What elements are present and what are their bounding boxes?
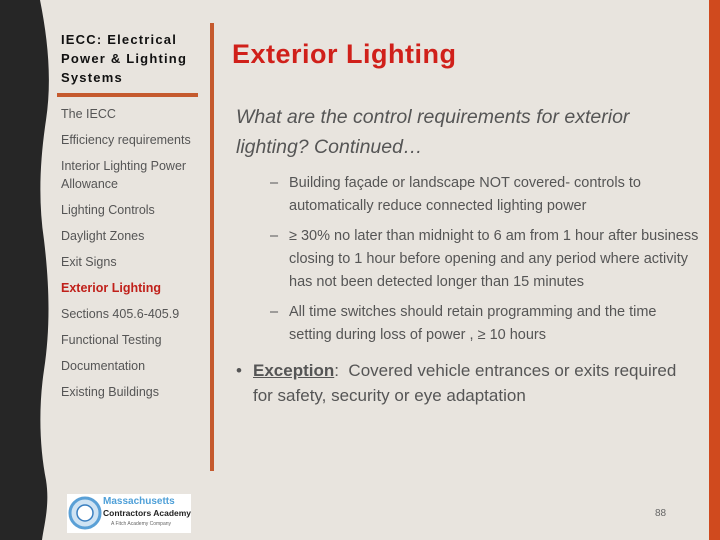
sub-item <box>270 225 700 294</box>
sub-item <box>270 172 700 218</box>
logo-line1: Massachusetts <box>103 496 175 507</box>
sub-item-text: Building façade or landscape NOT covered- controls to automatically reduce connected lighting power <box>289 175 641 214</box>
dash-marker: – <box>270 228 279 244</box>
nav-item-daylight-zones[interactable]: Daylight Zones <box>61 229 145 243</box>
logo-line3: A Fitch Academy Company <box>111 521 172 527</box>
sidebar <box>57 30 205 409</box>
nav-item-sections[interactable]: Sections 405.6-405.9 <box>61 307 180 321</box>
exception-label: Exception <box>253 361 335 380</box>
bullet-marker: • <box>236 361 242 380</box>
slide-title: Exterior Lighting <box>232 39 457 69</box>
nav-item-exit-signs[interactable]: Exit Signs <box>61 255 117 269</box>
dash-marker: – <box>270 304 279 320</box>
main-content <box>232 36 700 408</box>
nav-item-efficiency[interactable]: Efficiency requirements <box>61 133 191 147</box>
nav-item-functional-testing[interactable]: Functional Testing <box>61 333 162 347</box>
sidebar-divider <box>57 93 198 97</box>
exception-text: Covered vehicle entrances or exits required for safety, security or eye adaptation <box>253 361 677 405</box>
nav-item-documentation[interactable]: Documentation <box>61 359 146 373</box>
nav-item-exterior-lighting[interactable]: Exterior Lighting <box>61 281 161 295</box>
sub-item-text: ≥ 30% no later than midnight to 6 am from 1 hour after business closing to 1 hour before opening and any period where activity has not been detected longer than 15 minutes <box>289 228 699 290</box>
nav-item-the-iecc[interactable]: The IECC <box>61 107 116 121</box>
sub-item-text: All time switches should retain programming and the time setting during loss of power , ≥ 10 hours <box>289 304 657 343</box>
exception-separator: : <box>334 361 349 380</box>
company-logo <box>67 494 191 533</box>
decorative-right-band <box>709 0 720 540</box>
dash-marker: – <box>270 175 279 191</box>
nav-item-interior-lighting[interactable]: Interior Lighting Power Allowance <box>61 159 187 191</box>
logo-line2: Contractors Academy <box>103 508 192 518</box>
sidebar-title: IECC: Electrical Power & Lighting Systems <box>61 32 188 85</box>
sub-item <box>270 301 700 347</box>
decorative-dark-band <box>0 0 60 540</box>
nav-item-existing-buildings[interactable]: Existing Buildings <box>61 385 159 399</box>
question-text: What are the control requirements for exterior lighting? Continued… <box>236 106 630 158</box>
nav-item-lighting-controls[interactable]: Lighting Controls <box>61 203 155 217</box>
page-number: 88 <box>655 508 667 519</box>
exception-bullet <box>236 358 700 408</box>
vertical-divider <box>210 23 214 471</box>
